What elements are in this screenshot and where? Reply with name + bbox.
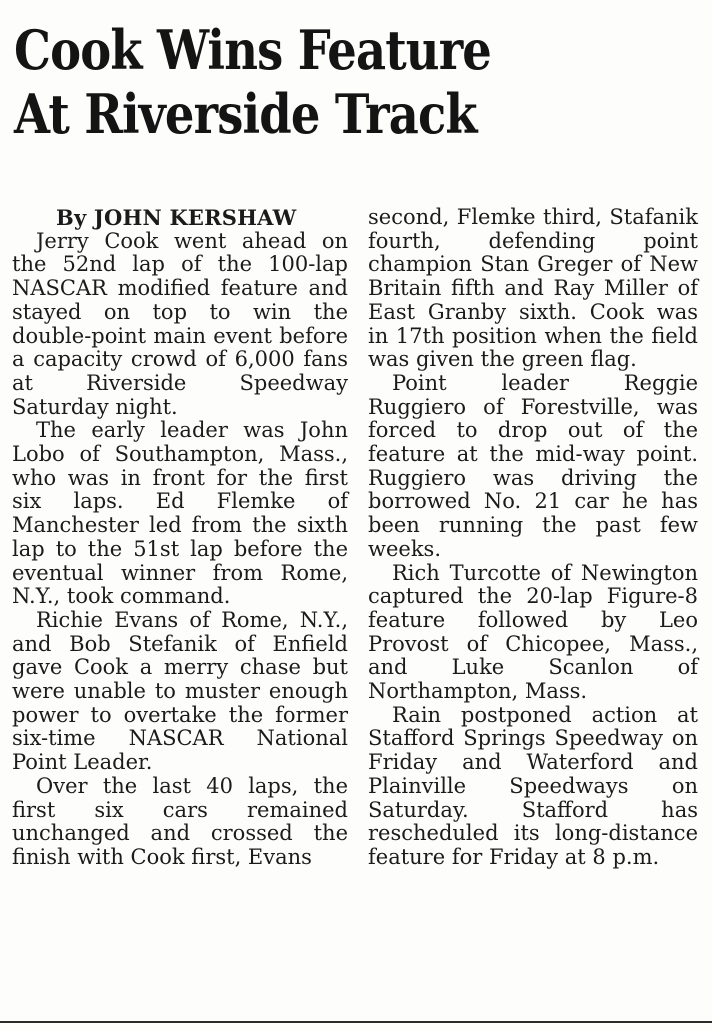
headline-line-1: Cook Wins Feature: [14, 18, 491, 82]
paragraph: Rich Turcotte of Newington captured the 20-lap Figure-8 feature followed by Leo Provost of Chicopee, Mass., and Luke Scanlon of Northampton, Mass.: [368, 560, 698, 704]
paragraph: The early leader was John Lobo of Southampton, Mass., who was in front for the first six laps. Ed Flemke of Manchester led from the sixth lap to the 51st lap before the eventual winner from Rome, N.Y., took command.: [12, 418, 348, 609]
bottom-rule: [0, 1021, 712, 1023]
headline: [14, 18, 607, 146]
paragraph: Rain postponed action at Stafford Springs Speedway on Friday and Waterford and Plainville Speedways on Saturday. Stafford has rescheduled its long-distance feature for Friday at 8 p.m.: [368, 702, 698, 869]
paragraph: Jerry Cook went ahead on the 52nd lap of the 100-lap NASCAR modified feature and stayed on top to win the double-point main event before a capacity crowd of 6,000 fans at Riverside Speedway Saturday night.: [12, 228, 348, 419]
paragraph: Richie Evans of Rome, N.Y., and Bob Stefanik of Enfield gave Cook a merry chase but were unable to muster enough power to overtake the former six-time NASCAR National Point Leader.: [12, 607, 348, 775]
byline: By JOHN KERSHAW: [56, 205, 297, 230]
paragraph-continued: second, Flemke third, Stafanik fourth, defending point champion Stan Greger of New Britain fifth and Ray Miller of East Granby sixth. Cook was in 17th position when the field was given the green flag.: [368, 205, 698, 372]
article-column-left: [12, 206, 348, 870]
headline-line-2: At Riverside Track: [14, 82, 477, 146]
paragraph: Point leader Reggie Ruggiero of Forestville, was forced to drop out of the feature at the mid-way point. Ruggiero was driving the borrowed No. 21 car he has been running the past few weeks.: [368, 370, 698, 561]
article-column-right: [368, 206, 698, 870]
paragraph: Over the last 40 laps, the first six cars remained unchanged and crossed the finish with Cook first, Evans: [12, 773, 348, 869]
